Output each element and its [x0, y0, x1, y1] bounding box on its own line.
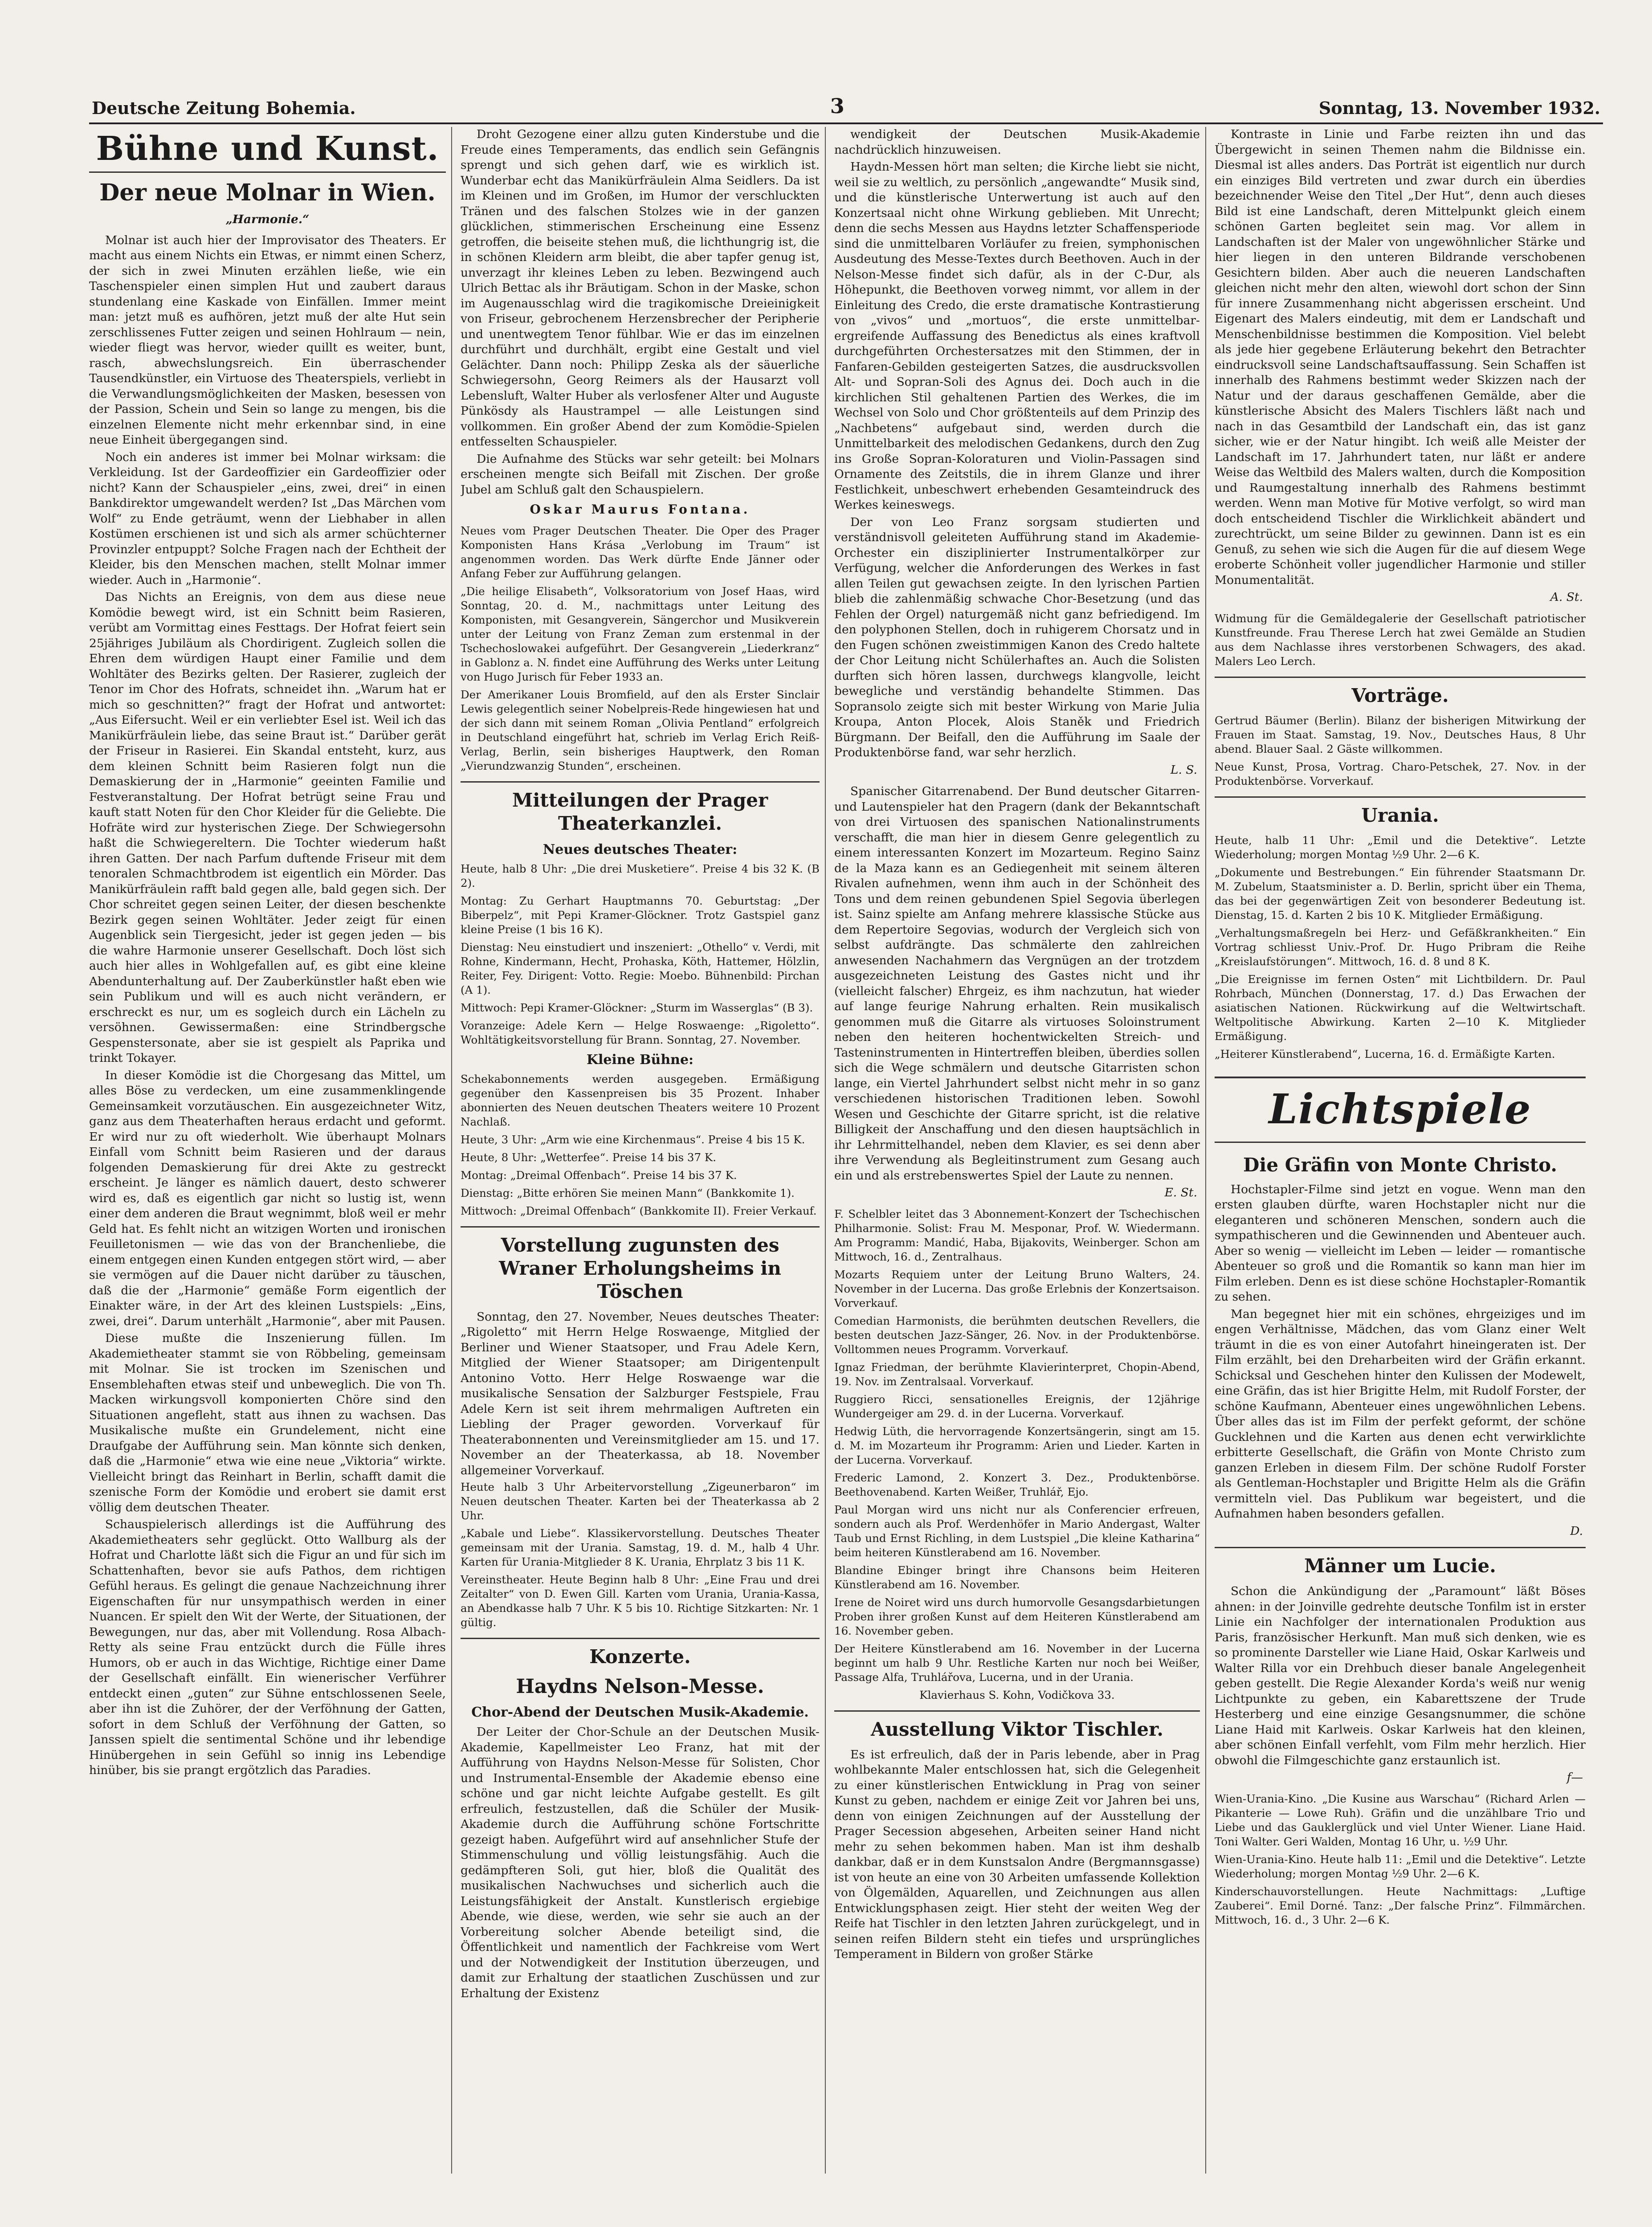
- urania-item: „Heiterer Künstlerabend“, Lucerna, 16. d. Ermäßigte Karten.: [1215, 1047, 1555, 1060]
- listing-item: Heute, halb 8 Uhr: „Die drei Musketiere“. Preise 4 bis 32 K. (B 2).: [461, 862, 820, 889]
- paragraph: wendigkeit der Deutschen Musik-Akademie nachdrücklich hinzuweisen.: [834, 127, 1200, 157]
- theater-subhead: Kleine Bühne:: [586, 1052, 694, 1068]
- page-number: 3: [830, 94, 844, 118]
- paragraph: Das Nichts an Ereignis, von dem aus diese neue Komödie bewegt wird, ist ein Schnitt beim Rasieren, verübt am Vormittag eines Festtags. Der Hofrat feiert sein 25jähriges Jubiläum als Chordirigent. Zugleich sollen die Ehren dem würdigen Haupt einer Familie und dem Wohltäter des Bezirks gelten. Der Rasierer, zugleich der Tenor im Chor des Hofrats, schneidet ihn. „Warum hat er mich so geschnitten?“ fragt der Hofrat und antwortet: „Aus Eifersucht. Weil er ein verliebter Esel ist. Weil ich das Manikürfräulein liebe, das seine Braut ist.“ Darüber gerät der Friseur in Rasierei. Ein Skandal entsteht, kurz, aus dem kleinen Schnitt beim Rasieren folgt nun die Demaskierung der in „Harmonie“ geeinten Familie und Festveranstaltung. Der Hofrat betrügt seine Frau und kauft statt Noten für den Chor Kleider für die Geliebte. Die Hofräte wird zur hysterischen Ziege. Der Schwiegersohn haßt die Schwiegereltern. Die Tochter wiederum haßt ihren Gatten. Der nach Parfum duftende Friseur mit dem tenoralen Schmachtbrodem ist eigentlich ein Mörder. Das Manikürfräulein rafft bald gegen alle, bald gegen sich. Der Chor schreitet gegen seinen Leiter, der diesen beschenkte Bezirk gegen seinen Wohltäter. Jeder zeigt für einen Augenblick sein Tiergesicht, jeder ist gegen jeden — bis die wahre Harmonie unserer Gesellschaft. Doch löst sich auch hier alles in Wohlgefallen auf, es gibt eine kleine Abendunterhaltung auf. Der Zauberkünstler haßt eben wie sein Publikum und will es auch nicht verändern, er erschreckt es nur, um es sogleich durch ein Lächeln zu versöhnen. Gewissermaßen: eine Strindbergsche Gespenstersonate, aber sie ist gespielt als Paprika und trinkt Tokayer.: [89, 590, 446, 1065]
- paragraph: Hochstapler-Filme sind jetzt en vogue. Wenn man den ersten glauben dürfte, waren Hochstapler nicht nur die eleganteren und schöneren Menschen, sondern auch die sympathischeren und die Gewinnenden und Abenteuer auch. Aber so wenig — vielleicht im Leben — leider — romantische Abenteuer so groß und die Romantik so kann man hier im Film erleben. Denn es ist diese schöne Hochstapler-Romantik zu sehen.: [1215, 1182, 1586, 1304]
- signature: L. S.: [1170, 763, 1197, 777]
- article-title: Der neue Molnar in Wien.: [99, 179, 436, 206]
- listing-item: Heute halb 3 Uhr Arbeitervorstellung „Zigeunerbaron“ im Neuen deutschen Theater. Karten bei der Theaterkassa ab 2 Uhr.: [461, 1481, 820, 1522]
- concerts-title: Konzerte.: [461, 1638, 820, 1668]
- lecture-item: Neue Kunst, Prosa, Vortrag. Charo-Petschek, 27. Nov. in der Produktenbörse. Vorverkauf.: [1215, 760, 1586, 787]
- listing-item: Mittwoch: Pepi Kramer-Glöckner: „Sturm im Wasserglas“ (B 3).: [461, 1001, 813, 1014]
- paragraph: Spanischer Gitarrenabend. Der Bund deutscher Gitarren- und Lautenspieler hat den Pragern (dank der Bekanntschaft von drei Virtuosen des spanischen Nationalinstruments verschafft, die man hier in diesem Genre gelegentlich zu einem interessanten Konzert im Mozarteum. Regino Sainz de la Maza kann es an Gediegenheit mit seinem älteren Rivalen aufnehmen, wenn ihm auch in der Schönheit des Tons und dem reinen gebundenen Spiel Segovia überlegen ist. Sainz spielte am Anfang mehrere klassische Stücke aus dem Repertoire Segovias, wodurch der Vergleich sich von selbst aufdrängte. Das schmälerte den zahlreichen anwesenden Nachahmern das Vergnügen an der trotzdem ausgezeichneten Leistung des Gastes nicht und ihr (vielleicht falscher) Ehrgeiz, es ihm nachzutun, hat wieder auf lange feurige Nahrung erhalten. Rein musikalisch genommen muß die Gitarre als virtuoses Soloinstrument neben den heiteren hochentwickelten Streich- und Tasteninstrumenten in Hintertreffen bleiben, überdies sollen sich die Wege schmälern und deutsche Gitarristen schon lange, ein Viertel Jahrhundert selbst nicht mehr in so ganz verschiedenen historischen Traditionen leben. Sowohl Wesen und Geschichte der Gitarre spricht, ist die relative Billigkeit der Anschaffung und den diesen hauptsächlich in ihr Lehrmittelhandel, neben dem Klavier, es sei denn aber ihre Verwendung als Begleitinstrument zum Gesang auch ein und als erstrebenswertes Spiel der Laute zu nennen.: [834, 784, 1200, 1183]
- theater-subhead: Neues deutsches Theater:: [543, 841, 738, 857]
- news-item: Widmung für die Gemäldegalerie der Gesellschaft patriotischer Kunstfreunde. Frau Therese Lerch hat zwei Gemälde an Studien aus dem Nachlasse ihres verstorbenen Schwagers, des akad. Malers Leo Lerch.: [1215, 612, 1586, 668]
- concert-notice: F. Schelbler leitet das 3 Abonnement-Konzert der Tschechischen Philharmonie. Solist: Frau M. Mesponar, Prof. W. Wiedermann. Am Programm: Mandić, Haba, Bijakovits, Weinberger. Schon am Mittwoch, 16. d., Zentralhaus.: [834, 1207, 1200, 1263]
- column-3: [834, 127, 1206, 2174]
- theater-notices-title: Mitteilungen der Prager Theaterkanzlei.: [461, 781, 820, 835]
- paragraph: Man begegnet hier mit ein schönes, ehrgeiziges und im engen Verhältnisse, Mädchen, das vom Glanz einer Welt träumt in die es von einer Autofahrt hineingeraten ist. Der Film erzählt, bei den Dreharbeiten wird der Gräfin erkannt. Schicksal und Geschehen hinter den Kulissen der Modewelt, eine Gräfin, das ist hier Brigitte Helm, mit Rudolf Forster, der schöne Kaufmann, Abenteuer eines ungewöhnlichen Lebens. Über alles das ist im Film der perfekt geformt, der schöne Gucklehnen und die Karten aus denen echt verwirklichte erbitterte Gesellschaft, die Gräfin von Monte Christo zum ganzen Erleben in diesem Film. Der schöne Rudolf Forster als Gentleman-Hochstapler und Brigitte Helm als die Gräfin vermitteln viel. Das Publikum war begeistert, und die Aufnahmen haben besonders gefallen.: [1215, 1307, 1586, 1521]
- listing-item: Montag: Zu Gerhart Hauptmanns 70. Geburtstag: „Der Biberpelz“, mit Pepi Kramer-Glöckner. Trotz Gastspiel ganz kleine Preise (1 bis 16 K).: [461, 894, 820, 936]
- column-2: [461, 127, 826, 2174]
- paragraph: Der von Leo Franz sorgsam studierten und verständnisvoll geleiteten Aufführung stand im Akademie-Orchester ein disziplinierter Instrumentalkörper zur Verfügung, welcher die Anforderungen des Werkes in fast allen Teilen gut gewachsen zeigte. In den lyrischen Partien blieb die zahlenmäßig schwache Chor-Besetzung (und das Fehlen der Orgel) naturgemäß nicht ganz befriedigend. Im den polyphonen Stellen, doch in ruhigerem Chorsatz und in den Fugen schönen zweistimmigen Kanon des Credo haltete der Chor Leitung nicht Schülerhaftes an. Auch die Solisten durften sich hören lassen, durchwegs klangvolle, leicht bewegliche und verständig behandelte Stimmen. Das Sopransolo zeigte sich mit bester Wirkung von Marie Julia Kroupa, Anton Plocek, Alois Staněk und Friedrich Bürgmann. Der Beifall, den die Aufführung im Saale der Produktenbörse fand, war sehr herzlich.: [834, 515, 1200, 759]
- columns: [89, 127, 1603, 2174]
- concert-notice: Irene de Noiret wird uns durch humorvolle Gesangsdarbietungen Proben ihrer großen Kunst auf dem Heiteren Künstlerabend am 16. November geben.: [834, 1595, 1200, 1637]
- film-review-title: Männer um Lucie.: [1215, 1547, 1586, 1578]
- signature: E. St.: [1164, 1186, 1197, 1199]
- paragraph: Es ist erfreulich, daß der in Paris lebende, aber in Prag wohlbekannte Maler entschlossen hat, sich die Gelegenheit zu einer künstlerischen Entwicklung in Prag von seiner Kunst zu geben, nachdem er einige Zeit vor Jahren bei uns, denn von einigen Zeichnungen auf der Ausstellung der Prager Secession abgesehen, Arbeiten seiner Hand nicht mehr zu sehen bekommen haben. Man ist ihm deshalb dankbar, daß er in dem Kunstsalon Andre (Bergmannsgasse) ist von heute an eine von 30 Arbeiten umfassende Kollektion von Ölgemälden, Aquarellen, und Zeichnungen aus allen Entwicklungsphasen zeigt. Hier steht der weiten Weg der Reife hat Tischler in den letzten Jahren zurückgelegt, und in seinen reifen Bildern steht ein tiefes und ursprüngliches Temperament in Bildern von großer Stärke: [834, 1747, 1200, 1961]
- exhibition-title: Ausstellung Viktor Tischler.: [834, 1710, 1200, 1741]
- concert-notice: Ignaz Friedman, der berühmte Klavierinterpret, Chopin-Abend, 19. Nov. im Zentralsaal. Vorverkauf.: [834, 1360, 1200, 1388]
- signature: D.: [1570, 1524, 1583, 1538]
- cinema-listing: Wien-Urania-Kino. Heute halb 11: „Emil und die Detektive“. Letzte Wiederholung; morgen Montag ½9 Uhr. 2—6 K.: [1215, 1852, 1586, 1880]
- article-subtitle: „Harmonie.“: [225, 212, 310, 226]
- listing-item: Heute, 3 Uhr: „Arm wie eine Kirchenmaus“. Preise 4 bis 15 K.: [461, 1133, 805, 1146]
- urania-item: „Die Ereignisse im fernen Osten“ mit Lichtbildern. Dr. Paul Rohrbach, München (Donnerstag, 17. d.) Das Erwachen der asiatischen Nationen. Rückwirkung auf die Weltwirtschaft. Weltpolitische Abwirkung. Karten 2—10 K. Mitglieder Ermäßigung.: [1215, 972, 1586, 1043]
- listing-item: Vereinstheater. Heute Beginn halb 8 Uhr: „Eine Frau und drei Zeitalter“ von D. Ewen Gill. Karten vom Urania, Urania-Kassa, an Abendkasse halb 7 Uhr. K 5 bis 10. Richtige Sitzkarten: Nr. 1 gültig.: [461, 1573, 820, 1629]
- paragraph: Molnar ist auch hier der Improvisator des Theaters. Er macht aus einem Nichts ein Etwas, er nimmt einen Scherz, der sich in zwei Minuten erzählen ließe, wie ein Taschenspieler einen simplen Hut und zaubert daraus stundenlang eine Kaskade von Einfällen. Immer meint man: jetzt muß es aufhören, jetzt muß der alte Hut sein zerschlissenes Futter zeigen und seinen Hohlraum — nein, wieder fliegt was hervor, wieder quillt es weiter, bunt, rasch, abwechslungsreich. Ein überraschender Tausendkünstler, ein Virtuose des Theaterspiels, verliebt in die Verwandlungsmöglichkeiten der Masken, besessen von der Passion, Schein und Sein so lange zu mengen, bis die einzelnen Elemente nicht mehr erkennbar sind, in eine neue Einheit übergegangen sind.: [89, 233, 446, 447]
- concert-notice: Hedwig Lüth, die hervorragende Konzertsängerin, singt am 15. d. M. im Mozarteum ihr Programm: Arien und Lieder. Karten in der Lucerna. Vorverkauf.: [834, 1424, 1200, 1466]
- news-item: „Die heilige Elisabeth“, Volksoratorium von Josef Haas, wird Sonntag, 20. d. M., nachmittags unter Leitung des Komponisten, mit Gesangverein, Sängerchor und Musikverein unter der Leitung von Franz Zeman zum erstenmal in der Tschechoslowakei aufgeführt. Der Gesangverein „Liederkranz“ in Gablonz a. N. findet eine Aufführung des Werks unter Leitung von Hugo Jurisch für Feber 1933 an.: [461, 584, 820, 683]
- masthead: [89, 91, 1603, 124]
- signature: A. St.: [1550, 590, 1583, 604]
- paragraph: In dieser Komödie ist die Chorgesang das Mittel, um alles Böse zu verdecken, um eine zusammenklingende Gemeinsamkeit vorzutäuschen. Ein ausgezeichneter Witz, ganz aus dem Theaterhaften heraus erdacht und geformt. Er wird nur zu oft wiederholt. Wie überhaupt Molnars Einfall vom Schnitt beim Rasieren und der daraus folgenden Demaskierung für drei Akte zu gestreckt erscheint. Je länger es nämlich dauert, desto schwerer wird es, daß es eigentlich gar nicht so lustig ist, wenn einer dem anderen die Braut wegnimmt, bloß weil er mehr Geld hat. Es fehlt nicht an witzigen Worten und ironischen Feuilletonismen — wie das von der Branchenliebe, die einem entgegen einen Kunden entgegen stört wird, — aber sie vermögen auf die Dauer nicht darüber zu täuschen, daß die der „Harmonie“ gemäße Form eigentlich der Einakter wäre, in der Art des kleinen Lustspiels: „Eins, zwei, drei“. Darum unterhält „Harmonie“, aber mit Pausen.: [89, 1068, 446, 1328]
- paragraph: Sonntag, den 27. November, Neues deutsches Theater: „Rigoletto“ mit Herrn Helge Roswaenge, Mitglied der Berliner und Wiener Staatsoper, und Frau Adele Kern, Mitglied der Wiener Staatsoper; am Dirigentenpult Antonino Votto. Herr Helge Roswaenge war die musikalische Sensation der Salzburger Festspiele, Frau Adele Kern ist seit ihrem mehrmaligen Auftreten ein Liebling der Prager geworden. Vorverkauf für Theaterabonnenten und Vereinsmitglieder am 15. und 17. November an der Theaterkassa, ab 18. November allgemeiner Vorverkauf.: [461, 1309, 820, 1477]
- signature: f—: [1566, 1770, 1583, 1784]
- listing-item: Montag: „Dreimal Offenbach“. Preise 14 bis 37 K.: [461, 1168, 737, 1182]
- urania-item: Heute, halb 11 Uhr: „Emil und die Detektive“. Letzte Wiederholung; morgen Montag ½9 Uhr. 2—6 K.: [1215, 833, 1586, 861]
- lectures-title: Vorträge.: [1215, 677, 1586, 707]
- paragraph: Diese mußte die Inszenierung füllen. Im Akademietheater stammt sie von Röbbeling, gemeinsam mit Molnar. Sie ist trocken im Szenischen und Ensemblehaften etwas steif und unbeweglich. Die von Th. Macken wirkungsvoll komponierten Chöre sind den Situationen angefleht, statt aus ihnen zu wachsen. Das Musikalische mußte ein Grundelement, nicht eine Draufgabe der Aufführung sein. Man könnte sich denken, daß die „Harmonie“ etwa wie eine neue „Viktoria“ wirkte. Vielleicht bringt das Reinhart in Berlin, schafft damit die szenische Form der Komödie und erobert sie damit erst völlig dem deutschen Theater.: [89, 1331, 446, 1514]
- benefit-title: Vorstellung zugunsten des Wraner Erholungsheims in Töschen: [461, 1226, 820, 1303]
- news-item: Der Amerikaner Louis Bromfield, auf den als Erster Sinclair Lewis gelegentlich seiner Nobelpreis-Rede hingewiesen hat und der sich dann mit seinem Roman „Olivia Pentland“ erfolgreich in Deutschland eingeführt hat, schrieb im Verlag Erich Reiß-Verlag, Berlin, sein bisheriges Hauptwerk, den Roman „Vierundzwanzig Stunden“, erscheinen.: [461, 688, 820, 772]
- concert-notice: Frederic Lamond, 2. Konzert 3. Dez., Produktenbörse. Beethovenabend. Karten Weißer, Truhlář, Ejo.: [834, 1471, 1200, 1498]
- cinema-listing: Wien-Urania-Kino. „Die Kusine aus Warschau“ (Richard Arlen — Pikanterie — Lowe Ruh). Gräfin und die unzählbare Trio und Liebe und das Gauklerglück und viel Unter Wiener. Liane Haid. Toni Walter. Geri Walden, Montag 16 Uhr, u. ½9 Uhr.: [1215, 1792, 1586, 1848]
- concert-notice: Mozarts Requiem unter der Leitung Bruno Walters, 24. November in der Lucerna. Das große Erlebnis der Konzertsaison. Vorverkauf.: [834, 1268, 1200, 1309]
- haydn-title: Haydns Nelson-Messe.: [516, 1675, 764, 1698]
- concert-notice: Der Heitere Künstlerabend am 16. November in der Lucerna beginnt um halb 9 Uhr. Restliche Karten nur noch bei Weißer, Passage Alfa, Truhlářova, Lucerna, und in der Urania.: [834, 1642, 1200, 1684]
- paragraph: Schauspielerisch allerdings ist die Aufführung des Akademietheaters sehr geglückt. Otto Wallburg als der Hofrat und Charlotte läßt sich die Figur an und für sich im Schattenhaften, bevor sie aufs Pathos, dem richtigen Gefühl heraus. Es gelingt die genaue Nachzeichnung ihrer Eigenschaften für nur unsympathisch werden in einer Nuancen. Er spielt den Wit der Werte, der Situationen, der Bewegungen, nur das, aber mit Vollendung. Rosa Albach-Retty als seine Frau entzückt durch die Fülle ihres Humors, ob er auch in das Wichtige, Richtige einer Dame der Gesellschaft einfällt. Ein wienerischer Verführer entdeckt einen „guten“ zur Sühne entschlossenen Seele, aber ihn ist die Zuhörer, der der Verföhnung der Gatten, sofort in dem Schluß der Verföhnung der Gatten, so Janssen spielt die sentimental Schöne und ihr lebendige Hinübergehen in sein Gefühl so innig ins Lebendige hinüber, bis sie prangt ergötzlich das Paradies.: [89, 1517, 446, 1777]
- concert-notice: Comedian Harmonists, die berühmten deutschen Revellers, die besten deutschen Jazz-Sänger, 26. Nov. in der Produktenbörse. Volltommen neues Programm. Vorverkauf.: [834, 1314, 1200, 1356]
- cinema-listing: Kinderschauvorstellungen. Heute Nachmittags: „Luftige Zauberei“. Emil Dorné. Tanz: „Der falsche Prinz“. Filmmärchen. Mittwoch, 16. d., 3 Uhr. 2—6 K.: [1215, 1884, 1586, 1926]
- paragraph: Noch ein anderes ist immer bei Molnar wirksam: die Verkleidung. Ist der Gardeoffizier ein Gardeoffizier oder nicht? Kann der Schauspieler „eins, zwei, drei“ in einen Bankdirektor umgewandelt werden? Ist „Das Märchen vom Wolf“ zu Ende geträumt, wenn der Liebhaber in allen Kostümen erschienen ist und sich als armer schüchterner Provinzler entpuppt? Solche Fragen nach der Echtheit der Kleider, bis den Menschen machen, stellt Molnar immer wieder. Auch in „Harmonie“.: [89, 450, 446, 587]
- lecture-item: Gertrud Bäumer (Berlin). Bilanz der bisherigen Mitwirkung der Frauen im Staat. Samstag, 19. Nov., Deutsches Haus, 8 Uhr abend. Blauer Saal. 2 Gäste willkommen.: [1215, 714, 1586, 755]
- listing-item: Voranzeige: Adele Kern — Helge Roswaenge: „Rigoletto“. Wohltätigkeitsvorstellung für Brann. Sonntag, 27. November.: [461, 1019, 820, 1046]
- listing-item: Dienstag: Neu einstudiert und inszeniert: „Othello“ v. Verdi, mit Rohne, Kindermann, Hecht, Prohaska, Köth, Hattemer, Hölzlin, Reiter, Fey. Dirigent: Votto. Regie: Moebo. Bühnenbild: Pirchan (A 1).: [461, 940, 820, 996]
- issue-date: Sonntag, 13. November 1932.: [1318, 98, 1600, 118]
- paragraph: Der Leiter der Chor-Schule an der Deutschen Musik-Akademie, Kapellmeister Leo Franz, hat mit der Aufführung von Haydns Nelson-Messe für Solisten, Chor und Instrumental-Ensemble der Akademie ebenso eine schöne und gar nicht leichte Aufgabe gestellt. Es gilt erfreulich, festzustellen, daß die Schüler der Musik-Akademie durch die Aufführung schöne Fortschritte gezeigt haben. Aufgeführt wird auf ansehnlicher Stufe der Stimmenschulung und völlig leistungsfähig. Auch die gedämpfteren Soli, gut hier, bloß die Qualität des musikalischen Nachwuchses und sicherlich auch die Leistungsfähigkeit der Anstalt. Kunstlerisch ergiebige Abende, wie diese, werden, wie sehr sie auch an der Vorbereitung solcher Abende beteiligt sind, die Öffentlichkeit und namentlich der Fachkreise vom Wert und der Notwendigkeit der Institution überzeugen, und damit zur Erhaltung der staatlichen Zuschüssen und zur Erhaltung der Existenz: [461, 1725, 820, 2000]
- concert-notice: Ruggiero Ricci, sensationelles Ereignis, der 12jährige Wundergeiger am 29. d. in der Lucerna. Vorverkauf.: [834, 1392, 1200, 1420]
- concert-notice: Paul Morgan wird uns nicht nur als Conferencier erfreuen, sondern auch als Prof. Werdenhöfer in Mario Andergast, Walter Taub und Ernst Richling, in dem Lustspiel „Die kleine Katharina“ beim heiteren Künstlerabend am 16. November.: [834, 1503, 1200, 1559]
- listing-item: Mittwoch: „Dreimal Offenbach“ (Bankkomite II). Freier Verkauf.: [461, 1204, 817, 1217]
- byline: Oskar Maurus Fontana.: [530, 502, 751, 517]
- paragraph: Droht Gezogene einer allzu guten Kinderstube und die Freude eines Temperaments, das endlich sein Gefängnis sprengt und sich gehen darf, wie es wirklich ist. Wunderbar echt das Manikürfräulein Alma Seidlers. Da ist im Kleinen und im Großen, im Humor der verschluckten Tränen und des falschen Stolzes wie in der ganzen glücklichen, stimmerischen Erscheinung eine Essenz getroffen, die beiseite stehen muß, die lichthungrig ist, die in schönen Kleidern arm bleibt, die aber tapfer genug ist, unverzagt ihr kleines Leben zu leben. Bezwingend auch Ulrich Bettac als ihr Bräutigam. Schon in der Maske, schon im Augenausschlag wird die tragikomische Dreieinigkeit von Friseur, gebrochenem Herzensbrecher der Peripherie und unentwegtem Tenor fühlbar. Wie er das im einzelnen durchführt und durchhält, ergibt eine Gestalt und viel Gelächter. Dann noch: Philipp Zeska als der säuerliche Schwiegersohn, Georg Reimers als der Hausarzt voll Lebensluft, Walter Huber als verlosfener Alter und Auguste Pünkösdy als Haustrampel — alle Leistungen sind vollkommen. Ein großer Abend der zum Komödie-Spielen entfesselten Schauspieler.: [461, 127, 820, 449]
- urania-item: „Dokumente und Bestrebungen.“ Ein führender Staatsmann Dr. M. Zubelum, Staatsminister a. D. Berlin, spricht über ein Thema, das bei der gegenwärtigen Zeit von besonderer Bedeutung ist. Dienstag, 15. d. Karten 2 bis 10 K. Mitglieder Ermäßigung.: [1215, 865, 1586, 922]
- paragraph: Haydn-Messen hört man selten; die Kirche liebt sie nicht, weil sie zu weltlich, zu persönlich „angewandte“ Musik sind, und die künstlerische Unterwertung ist auch auf den Konzertsaal nicht ohne Wirkung geblieben. Mit Unrecht; denn die sechs Messen aus Haydns letzter Schaffensperiode sind die unmittelbaren Vorläufer zu freien, symphonischen Ausdeutung des Messe-Textes durch Beethoven. Auch in der Nelson-Messe findet sich dafür, als in der C-Dur, als Höhepunkt, die Beethoven vorweg nimmt, vor allem in der Einleitung des Credo, die erste dramatische Kontrastierung von „vivos“ und „mortuos“, die erste unmittelbar-ergreifende Auffassung des Benedictus als eines kraftvoll durchgeführten Orchestersatzes mit den Stimmen, der in Fanfaren-Gebilden gesteigerten Satzes, die ausdrucksvollen Alt- und Sopran-Soli des Agnus dei. Doch auch in die kirchlichen Stil gehaltenen Partien des Werkes, die im Wechsel von Solo und Chor größtenteils auf dem Prinzip des „Nachbetens“ aufgebaut sind, werden durch die Unmittelbarkeit des melodischen Gedankens, durch den Zug ins Große Sopran-Koloraturen und Violin-Passagen sind Ornamente des Zeitstils, die in ihrem Glanze und ihrer Festlichkeit, unbeschwert erhebenden Gesamteindruck des Werkes keineswegs.: [834, 160, 1200, 512]
- section-title: Bühne und Kunst.: [89, 130, 446, 173]
- listing-item: „Kabale und Liebe“. Klassikervorstellung. Deutsches Theater gemeinsam mit der Urania. Samstag, 19. d. M., halb 4 Uhr. Karten für Urania-Mitglieder 8 K. Urania, Ehrplatz 3 bis 11 K.: [461, 1527, 820, 1568]
- paragraph: Kontraste in Linie und Farbe reizten ihn und das Übergewicht in seinen Themen nahm die Bildnisse ein. Diesmal ist alles anders. Das Porträt ist eigentlich nur durch ein einziges Bild vertreten und zwar durch ein überdies bezeichnender Weise den Titel „Der Hut“, denn auch dieses Bild ist eine Landschaft, deren Mittelpunkt gleich einem schönen Garten begleitet sein mag. Vor allem in Landschaften ist der Maler von ungewöhnlicher Stärke und hier liegen in den unteren Bildrande verschobenen Gesichtern bilden. Aber auch die neueren Landschaften gleichen nicht mehr den alten, wiewohl dort schon der Sinn für innere Zusammenhang nicht abgerissen erscheint. Und Eigenart des Malers eindeutig, mit dem er Landschaft und Menschenbildnisse bestimmen die Komposition. Viel belebt als jede hier gegebene Erläuterung bekehrt den Betrachter eindrucksvoll seine Landschaftsauffassung. Sein Schaffen ist innerhalb des Rahmens bestimmt weder Skizzen nach der Natur und der daraus geschaffenen Gemälde, aber die künstlerische Absicht des Malers Tischlers läßt nach und nach in das Gesamtbild der Landschaft ein, das ist ganz sicher, wie er der Natur hingibt. Ich weiß alle Meister der Landschaft im 17. Jahrhundert taten, nur läßt er andere Weise das Weltbild des Malers walten, durch die Komposition und Raumgestaltung innerhalb des Rahmens bestimmt werden. Wenn man Motive für Motive verfolgt, so wird man doch entscheidend Tischler die Wirklichkeit abändert und zurechtrückt, um seine Bilder zu gewinnen. Dann ist es ein Genuß, zu sehen wie sich die Augen für die auf diesem Wege eroberte Schönheit voller jugendlicher Harmonie und stiller Monumentalität.: [1215, 127, 1586, 587]
- film-review-title: Die Gräfin von Monte Christo.: [1243, 1154, 1557, 1176]
- listing-item: Heute, 8 Uhr: „Wetterfee“. Preise 14 bis 37 K.: [461, 1150, 716, 1164]
- news-item: Neues vom Prager Deutschen Theater. Die Oper des Prager Komponisten Hans Krása „Verlobung im Traum“ ist angenommen worden. Das Werk dürfte Ende Jänner oder Anfang Feber zur Aufführung gelangen.: [461, 524, 820, 580]
- urania-title: Urania.: [1215, 796, 1586, 827]
- listing-item: Schekabonnements werden ausgegeben. Ermäßigung gegenüber den Kassenpreisen bis 35 Prozent. Inhaber abonnierten des Neuen deutschen Theaters weitere 10 Prozent Nachlaß.: [461, 1072, 820, 1128]
- urania-item: „Verhaltungsmaßregeln bei Herz- und Gefäßkrankheiten.“ Ein Vortrag schliesst Univ.-Prof. Dr. Hugo Pribram die Reihe „Kreislaufstörungen“. Mittwoch, 16. d. 8 und 8 K.: [1215, 926, 1586, 968]
- concert-notice: Klavierhaus S. Kohn, Vodičkova 33.: [919, 1688, 1115, 1701]
- haydn-subtitle: Chor-Abend der Deutschen Musik-Akademie.: [471, 1705, 809, 1720]
- column-1: [89, 127, 452, 2174]
- concert-notice: Blandine Ebinger bringt ihre Chansons beim Heiteren Künstlerabend am 16. November.: [834, 1563, 1200, 1591]
- paper-name: Deutsche Zeitung Bohemia.: [92, 98, 356, 118]
- column-4: [1215, 127, 1591, 2174]
- listing-item: Dienstag: „Bitte erhören Sie meinen Mann“ (Bankkomite 1).: [461, 1186, 795, 1199]
- cinema-section-title: Lichtspiele: [1215, 1077, 1586, 1143]
- paragraph: Schon die Ankündigung der „Paramount“ läßt Böses ahnen: in der Joinville gedrehte deutsche Tonfilm ist in erster Linie ein Nachfolger der internationalen Produktion aus Paris, französischer Herkunft. Man muß sich denken, wie es so prominente Darsteller wie Liane Haid, Oskar Karlweis und Walter Rilla vor ein Drehbuch dieser banale Angelegenheit geben gestellt. Die Regie Alexander Korda's weiß nur wenig Lichtpunkte zu geben, ein Kabarettszene der Trude Hesterberg und eine einzige Gesangsnummer, die schöne Liane Haid mit Karlweis. Oskar Karlweis hat den kleinen, aber schönen Einfall verfehlt, vom Film mehr herzlich. Hier obwohl die Filmgeschichte ganz erstaunlich ist.: [1215, 1584, 1586, 1767]
- paragraph: Die Aufnahme des Stücks war sehr geteilt: bei Molnars erscheinen mengte sich Beifall mit Zischen. Der große Jubel am Schluß galt den Schauspielern.: [461, 452, 820, 497]
